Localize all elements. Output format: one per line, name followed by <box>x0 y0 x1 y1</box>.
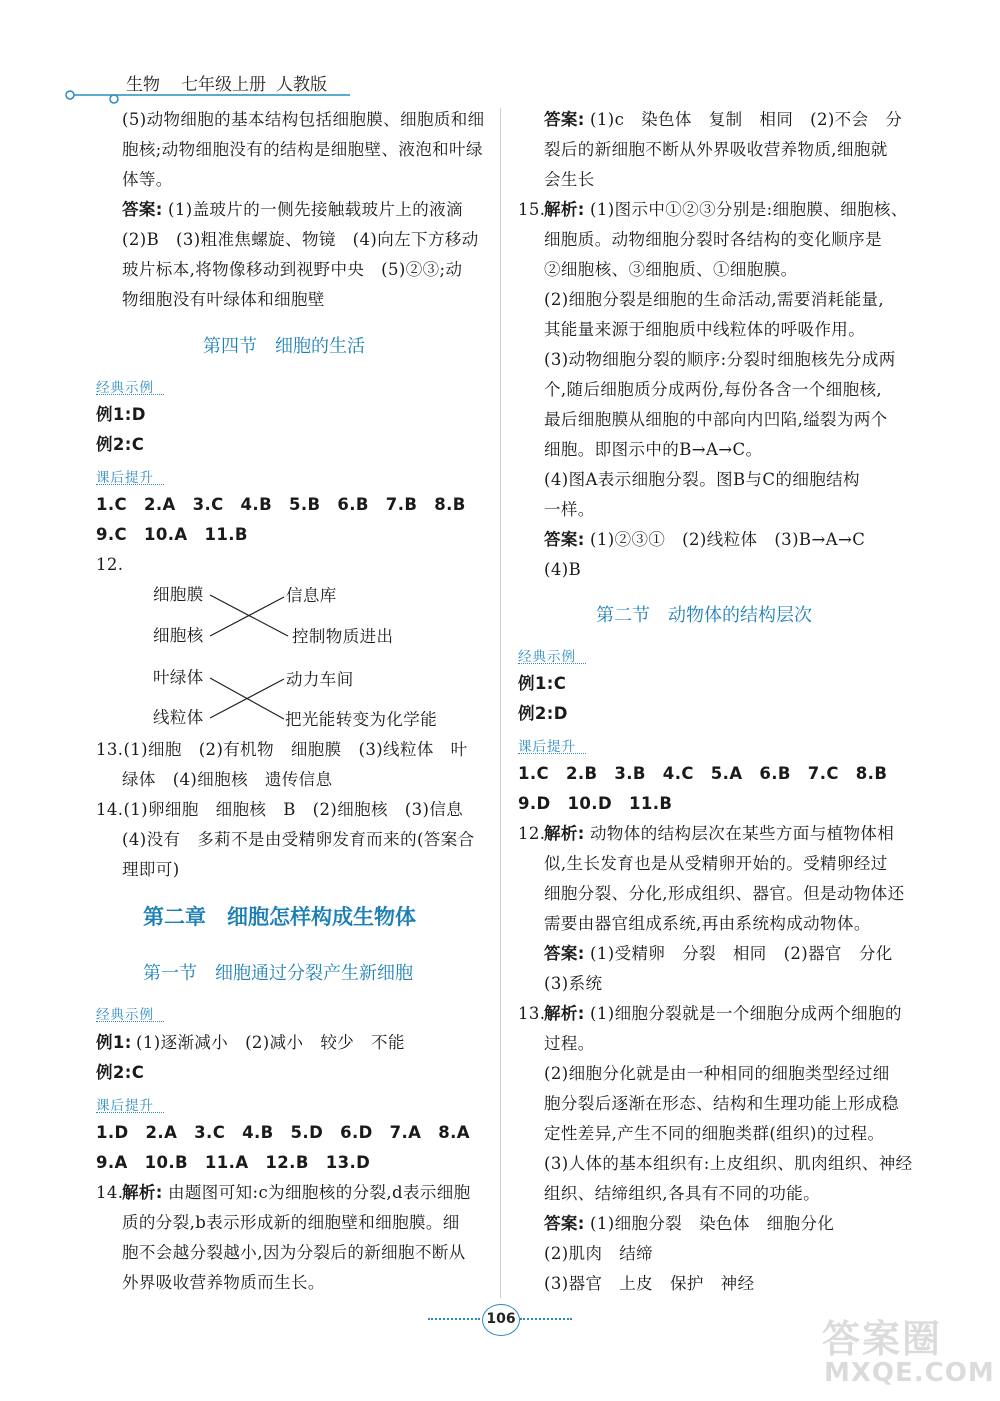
text-line: (3)器官 上皮 保护 神经 <box>544 1274 755 1293</box>
page-footer <box>420 1302 580 1338</box>
example-label: 例1: <box>96 1033 132 1052</box>
match-item: 线粒体 <box>153 708 204 727</box>
text-line: (5)动物细胞的基本结构包括细胞膜、细胞质和细 <box>122 110 485 129</box>
page-number: 106 <box>486 1311 516 1327</box>
answer-row: 1.D 2.A 3.C 4.B 5.D 6.D 7.A 8.A <box>96 1123 470 1142</box>
text-line: 胞分裂后逐渐在形态、结构和生理功能上形成稳 <box>544 1094 899 1113</box>
question-number: 15. <box>518 200 546 219</box>
text-line: 过程。 <box>544 1034 595 1053</box>
tag-classic-examples: 经典示例 <box>518 649 576 665</box>
text-line: 个,随后细胞质分成两份,每份各含一个细胞核, <box>544 380 883 399</box>
text-line: (2)B (3)粗准焦螺旋、物镜 (4)向左下方移动 <box>122 230 479 249</box>
text-line: (1)c 染色体 复制 相同 (2)不会 分 <box>590 110 903 129</box>
text-line: (1)细胞分裂就是一个细胞分成两个细胞的 <box>590 1004 902 1023</box>
text-line: (3)系统 <box>544 974 603 993</box>
dotted-rule-left <box>428 1318 480 1320</box>
match-item: 动力车间 <box>286 670 354 689</box>
analysis-label: 解析: <box>544 200 585 219</box>
text-line: 裂后的新细胞不断从外界吸收营养物质,细胞就 <box>544 140 888 159</box>
match-lines <box>0 0 500 760</box>
analysis-label: 解析: <box>122 1183 163 1202</box>
header-edition: 人教版 <box>276 75 327 95</box>
text-line: 会生长 <box>544 170 595 189</box>
example-answer: 例1:C <box>518 674 567 693</box>
match-item: 控制物质进出 <box>292 627 394 646</box>
text-line: 胞不会越分裂越小,因为分裂后的新细胞不断从 <box>122 1243 466 1262</box>
header-grade: 七年级上册 <box>181 75 266 95</box>
answer-row: 9.A 10.B 11.A 12.B 13.D <box>96 1153 371 1172</box>
tag-underline <box>96 1021 164 1022</box>
text-line: 物细胞没有叶绿体和细胞壁 <box>122 290 325 309</box>
example-answer: (1)逐渐减小 (2)减小 较少 不能 <box>136 1033 405 1052</box>
match-item: 细胞膜 <box>153 585 204 604</box>
answer-label: 答案: <box>544 944 585 963</box>
text-line: 理即可) <box>122 860 180 879</box>
example-answer: 例2:D <box>518 704 568 723</box>
text-line: ②细胞核、③细胞质、①细胞膜。 <box>544 260 798 279</box>
match-item: 细胞核 <box>153 626 204 645</box>
analysis-label: 解析: <box>544 1004 585 1023</box>
answer-label: 答案: <box>544 1214 585 1233</box>
example-answer: 例1:D <box>96 405 146 424</box>
text-line: 细胞。即图示中的B→A→C。 <box>544 440 763 459</box>
watermark-bottom: MXQE.COM <box>824 1358 995 1388</box>
watermark <box>818 1306 994 1396</box>
text-line: (1)盖玻片的一侧先接触载玻片上的液滴 <box>168 200 463 219</box>
text-line: 细胞质。动物细胞分裂时各结构的变化顺序是 <box>544 230 882 249</box>
answer-row: 1.C 2.B 3.B 4.C 5.A 6.B 7.C 8.B <box>518 764 888 783</box>
match-item: 叶绿体 <box>153 668 204 687</box>
section-title: 第四节 细胞的生活 <box>203 336 365 357</box>
question-number: 12. <box>518 824 546 843</box>
chapter-title: 第二章 细胞怎样构成生物体 <box>143 905 416 929</box>
text-line: 绿体 (4)细胞核 遗传信息 <box>122 770 333 789</box>
text-line: 14.(1)卵细胞 细胞核 B (2)细胞核 (3)信息 <box>96 800 464 819</box>
question-number: 13. <box>518 1004 546 1023</box>
text-line: 一样。 <box>544 500 595 519</box>
text-line: (4)B <box>544 560 582 579</box>
analysis-label: 解析: <box>544 824 585 843</box>
text-line: (3)动物细胞分裂的顺序:分裂时细胞核先分成两 <box>544 350 896 369</box>
answer-label: 答案: <box>544 530 585 549</box>
tag-underline <box>518 753 586 754</box>
text-line: 胞核;动物细胞没有的结构是细胞壁、液泡和叶绿 <box>122 140 483 159</box>
answer-label: 答案: <box>122 200 163 219</box>
example-answer: 例2:C <box>96 1063 145 1082</box>
answer-row: 1.C 2.A 3.C 4.B 5.B 6.B 7.B 8.B <box>96 495 466 514</box>
text-line: (1)②③① (2)线粒体 (3)B→A→C <box>590 530 866 549</box>
text-line: (3)人体的基本组织有:上皮组织、肌肉组织、神经 <box>544 1154 913 1173</box>
answer-row: 9.D 10.D 11.B <box>518 794 673 813</box>
tag-classic-examples: 经典示例 <box>96 380 154 396</box>
question-number: 14. <box>96 1183 124 1202</box>
tag-classic-examples: 经典示例 <box>96 1007 154 1023</box>
text-line: 玻片标本,将物像移动到视野中央 (5)②③;动 <box>122 260 463 279</box>
text-line: 动物体的结构层次在某些方面与植物体相 <box>590 824 895 843</box>
tag-underline <box>518 663 586 664</box>
match-item: 信息库 <box>286 586 337 605</box>
text-line: 体等。 <box>122 170 173 189</box>
text-line: 其能量来源于细胞质中线粒体的呼吸作用。 <box>544 320 866 339</box>
tag-after-class: 课后提升 <box>518 739 576 755</box>
watermark-top: 答案圈 <box>822 1317 943 1361</box>
text-line: (2)肌肉 结缔 <box>544 1244 654 1263</box>
example-answer: 例2:C <box>96 435 145 454</box>
section-title: 第一节 细胞通过分裂产生新细胞 <box>143 963 413 984</box>
answer-row: 9.C 10.A 11.B <box>96 525 248 544</box>
text-line: (1)细胞分裂 染色体 细胞分化 <box>590 1214 835 1233</box>
text-line: 需要由器官组成系统,再由系统构成动物体。 <box>544 914 871 933</box>
text-line: 定性差异,产生不同的细胞类群(组织)的过程。 <box>544 1124 885 1143</box>
text-line: (4)图A表示细胞分裂。图B与C的细胞结构 <box>544 470 860 489</box>
text-line: 最后细胞膜从细胞的中部向内凹陷,缢裂为两个 <box>544 410 888 429</box>
text-line: 外界吸收营养物质而生长。 <box>122 1273 325 1292</box>
answer-label: 答案: <box>544 110 585 129</box>
text-line: 组织、结缔组织,各具有不同的功能。 <box>544 1184 821 1203</box>
header-subject: 生物 <box>126 75 160 95</box>
tag-after-class: 课后提升 <box>96 1098 154 1114</box>
text-line: 质的分裂,b表示形成新的细胞壁和细胞膜。细 <box>122 1213 460 1232</box>
text-line: (1)图示中①②③分别是:细胞膜、细胞核、 <box>590 200 908 219</box>
tag-after-class: 课后提升 <box>96 470 154 486</box>
question-number: 12. <box>96 555 124 574</box>
text-line: 细胞分裂、分化,形成组织、器官。但是动物体还 <box>544 884 905 903</box>
section-title: 第二节 动物体的结构层次 <box>596 605 812 626</box>
column-divider <box>500 108 501 1298</box>
text-line: 似,生长发育也是从受精卵开始的。受精卵经过 <box>544 854 888 873</box>
text-line: (2)细胞分裂是细胞的生命活动,需要消耗能量, <box>544 290 885 309</box>
text-line: 13.(1)细胞 (2)有机物 细胞膜 (3)线粒体 叶 <box>96 740 468 759</box>
text-line: (1)受精卵 分裂 相同 (2)器官 分化 <box>590 944 893 963</box>
text-line: 由题图可知:c为细胞核的分裂,d表示细胞 <box>168 1183 471 1202</box>
text-line: (2)细胞分化就是由一种相同的细胞类型经过细 <box>544 1064 890 1083</box>
tag-underline <box>96 1112 164 1113</box>
text-line: (4)没有 多莉不是由受精卵发育而来的(答案合 <box>122 830 475 849</box>
dotted-rule-right <box>520 1318 572 1320</box>
match-item: 把光能转变为化学能 <box>285 710 438 729</box>
